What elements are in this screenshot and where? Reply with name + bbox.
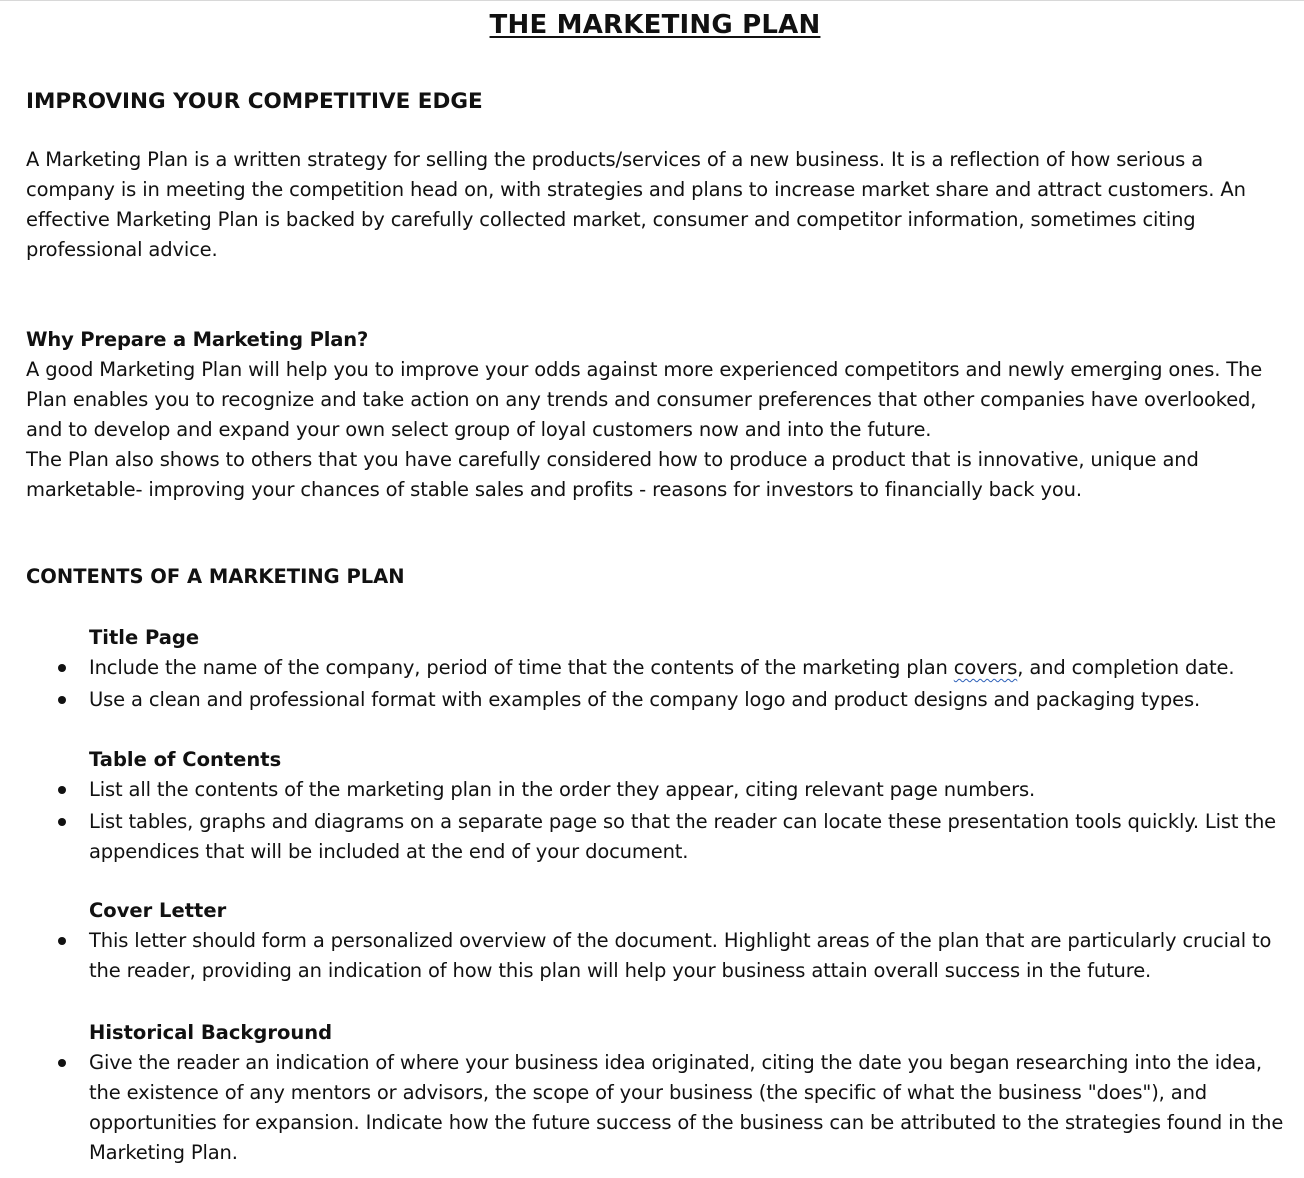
- section-table-of-contents: [56, 745, 1296, 869]
- bullet-text-post: , and completion date.: [1017, 656, 1235, 679]
- heading-competitive-edge: IMPROVING YOUR COMPETITIVE EDGE: [26, 89, 483, 114]
- list-item: [56, 685, 1296, 715]
- page-top-border: [0, 0, 1304, 1]
- contents-heading: CONTENTS OF A MARKETING PLAN: [26, 565, 405, 588]
- why-heading: Why Prepare a Marketing Plan?: [26, 328, 369, 351]
- list-item: [56, 775, 1296, 805]
- bullet-text: List tables, graphs and diagrams on a separate page so that the reader can locate these presentation tools quickly. List the appendices that will be included at the end of your document.: [89, 810, 1277, 863]
- title-page-bullets: [56, 653, 1296, 715]
- bullet-text: This letter should form a personalized overview of the document. Highlight areas of the plan that are particularly crucial to the reader, providing an indication of how this plan will help your business attain overall success in the future.: [89, 929, 1272, 982]
- section-cover-letter: [56, 896, 1296, 988]
- why-paragraph-2: The Plan also shows to others that you have carefully considered how to produce a product that is innovative, unique and marketable- improving your chances of stable sales and profits - reasons for investors to financially back you.: [26, 448, 1199, 501]
- bullet-text: Give the reader an indication of where your business idea originated, citing the date you began researching into the idea, the existence of any mentors or advisors, the scope of your business (the specific of what the business "does"), and opportunities for expansion. Indicate how the future success of the business can be attributed to the strategies found in the Marketing Plan.: [89, 1051, 1284, 1164]
- section-cover-letter-heading: Cover Letter: [89, 899, 227, 922]
- list-item: [56, 1048, 1296, 1168]
- bullet-icon: [58, 1059, 66, 1067]
- section-title-page-heading: Title Page: [89, 626, 200, 649]
- history-bullets: [56, 1048, 1296, 1168]
- bullet-icon: [58, 937, 66, 945]
- why-section: [26, 325, 1288, 505]
- toc-bullets: [56, 775, 1296, 867]
- document-title: THE MARKETING PLAN: [489, 10, 821, 40]
- list-item: [56, 926, 1296, 986]
- bullet-text: List all the contents of the marketing plan in the order they appear, citing relevant page numbers.: [89, 778, 1036, 801]
- grammar-flagged-word[interactable]: covers: [953, 656, 1018, 679]
- section-toc-heading: Table of Contents: [89, 748, 282, 771]
- bullet-icon: [58, 664, 66, 672]
- section-history-heading: Historical Background: [89, 1021, 333, 1044]
- why-paragraph-1: A good Marketing Plan will help you to improve your odds against more experienced competitors and newly emerging ones. The Plan enables you to recognize and take action on any trends and consumer preferences that other companies have overlooked, and to develop and expand your own select group of loyal customers now and into the future.: [26, 358, 1263, 441]
- list-item: [56, 653, 1296, 683]
- intro-paragraph: A Marketing Plan is a written strategy for selling the products/services of a new business. It is a reflection of how serious a company is in meeting the competition head on, with strategies and plans to increase market share and attract customers. An effective Marketing Plan is backed by carefully collected market, consumer and competitor information, sometimes citing professional advice.: [26, 148, 1246, 261]
- bullet-icon: [58, 696, 66, 704]
- bullet-text: Use a clean and professional format with examples of the company logo and product designs and packaging types.: [89, 688, 1201, 711]
- bullet-icon: [58, 818, 66, 826]
- section-historical-background: [56, 1018, 1296, 1170]
- list-item: [56, 807, 1296, 867]
- cover-letter-bullets: [56, 926, 1296, 986]
- section-title-page: [56, 623, 1296, 717]
- bullet-text-pre: Include the name of the company, period of time that the contents of the marketing plan: [89, 656, 954, 679]
- bullet-icon: [58, 786, 66, 794]
